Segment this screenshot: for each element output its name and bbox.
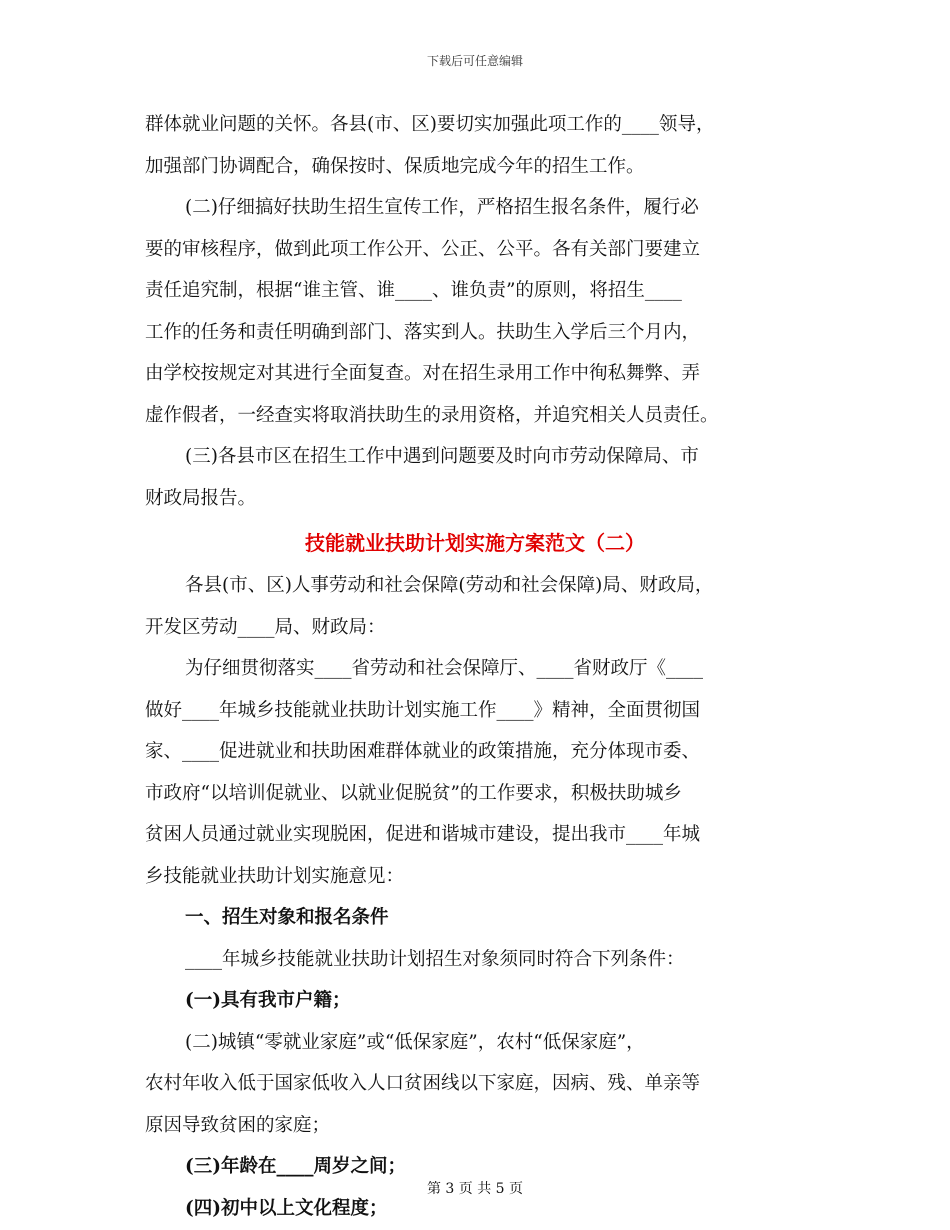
text-line: 要的审核程序，做到此项工作公开、公正、公平。各有关部门要建立	[145, 238, 701, 260]
text-line: 各县(市、区)人事劳动和社会保障(劳动和社会保障)局、财政局，	[185, 575, 714, 596]
paragraph-block-2	[145, 565, 805, 1229]
text-line: (一)具有我市户籍；	[185, 990, 351, 1011]
text-line: 由学校按规定对其进行全面复查。对在招生录用工作中徇私舞弊、弄	[145, 363, 701, 384]
text-line: 一、招生对象和报名条件	[185, 907, 389, 928]
text-line: (二)城镇“零就业家庭”或“低保家庭”，农村“低保家庭”，	[185, 1031, 645, 1053]
text-line: ____年城乡技能就业扶助计划招生对象须同时符合下列条件：	[185, 948, 685, 970]
text-line: 市政府“以培训促就业、以就业促脱贫”的工作要求，积极扶助城乡	[145, 782, 682, 804]
text-line: 开发区劳动____局、财政局：	[145, 616, 386, 638]
text-line: 加强部门协调配合，确保按时、保质地完成今年的招生工作。	[145, 155, 645, 177]
text-line: 为仔细贯彻落实____省劳动和社会保障厅、____省财政厅《____	[185, 658, 704, 679]
text-line: (三)各县市区在招生工作中遇到问题要及时向市劳动保障局、市	[185, 446, 699, 467]
text-line: 工作的任务和责任明确到部门、落实到人。扶助生入学后三个月内，	[145, 321, 701, 343]
text-line: (三)年龄在____周岁之间；	[185, 1156, 407, 1177]
section-title: 技能就业扶助计划实施方案范文（二）	[305, 531, 645, 555]
text-line: 家、____促进就业和扶助困难群体就业的政策措施，充分体现市委、	[145, 741, 701, 762]
document-body	[145, 104, 805, 1229]
page-footer: 第 3 页 共 5 页	[426, 1181, 524, 1197]
page-header: 下载后可任意编辑	[426, 54, 523, 68]
text-line: 做好____年城乡技能就业扶助计划实施工作____》精神，全面贯彻国	[145, 699, 701, 721]
text-line: 原因导致贫困的家庭；	[145, 1114, 331, 1136]
text-line: 责任追究制，根据“谁主管、谁____、谁负责”的原则，将招生____	[145, 280, 682, 301]
text-line: 农村年收入低于国家低收入人口贫困线以下家庭，因病、残、单亲等	[145, 1073, 701, 1094]
text-line: 乡技能就业扶助计划实施意见：	[145, 865, 405, 887]
paragraph-block-1	[145, 104, 805, 519]
text-line: 虚作假者，一经查实将取消扶助生的录用资格，并追究相关人员责任。	[145, 404, 719, 426]
text-line: 群体就业问题的关怀。各县(市、区)要切实加强此项工作的____领导，	[145, 114, 715, 135]
text-line: (二)仔细搞好扶助生招生宣传工作，严格招生报名条件，履行必	[185, 197, 699, 218]
text-line: (四)初中以上文化程度；	[185, 1197, 388, 1219]
text-line: 财政局报告。	[145, 487, 257, 509]
text-line: 贫困人员通过就业实现脱困，促进和谐城市建设，提出我市____年城	[145, 824, 701, 845]
